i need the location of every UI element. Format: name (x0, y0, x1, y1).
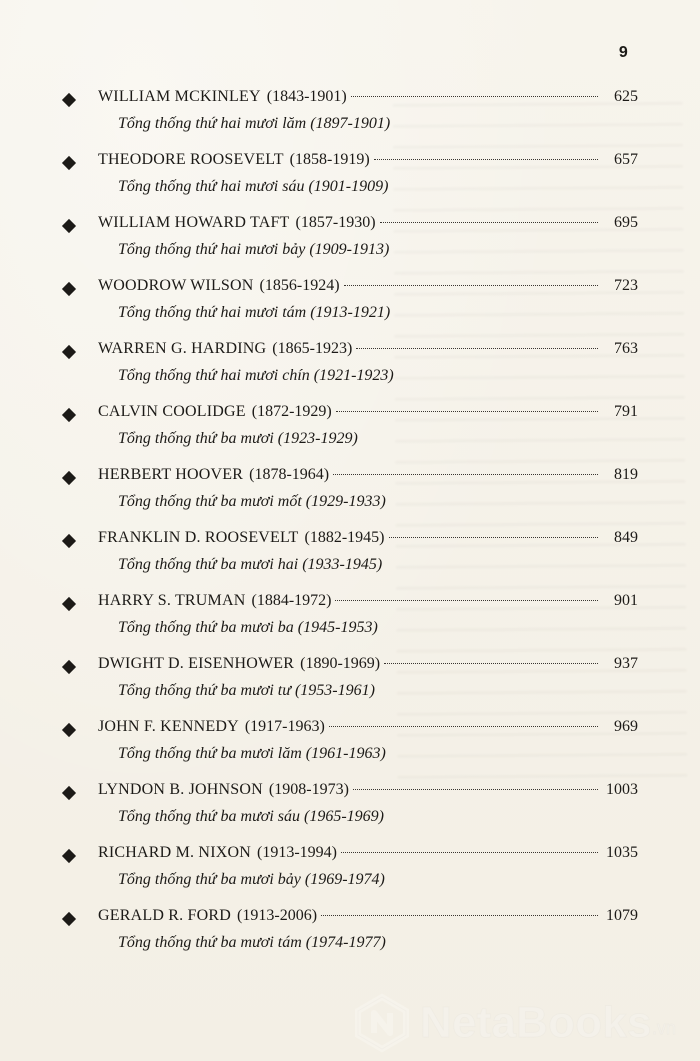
term-subtitle: Tổng thống thứ ba mươi ba (1945-1953) (118, 619, 378, 636)
dot-leader (389, 537, 599, 538)
page-reference: 723 (614, 277, 638, 294)
president-name: WILLIAM MCKINLEY (98, 88, 261, 105)
toc-entry-header (98, 779, 638, 801)
toc-entry-header (98, 149, 638, 171)
toc-entry-header (98, 275, 638, 297)
dot-leader (321, 915, 598, 916)
toc-entry (58, 338, 638, 401)
president-name: RICHARD M. NIXON (98, 844, 251, 861)
diamond-bullet-icon (62, 282, 76, 296)
toc-entry-header (98, 842, 638, 864)
page-reference: 849 (614, 529, 638, 546)
president-name: JOHN F. KENNEDY (98, 718, 239, 735)
toc-entry (58, 86, 638, 149)
diamond-bullet-icon (62, 156, 76, 170)
toc-entry-header (98, 464, 638, 486)
life-years: (1865-1923) (272, 340, 353, 357)
dot-leader (384, 663, 598, 664)
page-reference: 1079 (606, 907, 638, 924)
term-subtitle: Tổng thống thứ ba mươi tám (1974-1977) (118, 934, 386, 951)
toc-entry (58, 527, 638, 590)
toc-entry (58, 149, 638, 212)
page-reference: 791 (614, 403, 638, 420)
toc-entry-header (98, 527, 638, 549)
dot-leader (380, 222, 598, 223)
toc-entry-header (98, 590, 638, 612)
page-reference: 937 (614, 655, 638, 672)
term-subtitle: Tổng thống thứ ba mươi bảy (1969-1974) (118, 871, 385, 888)
watermark (352, 983, 697, 1053)
life-years: (1858-1919) (289, 151, 370, 168)
president-name: THEODORE ROOSEVELT (98, 151, 284, 168)
term-subtitle: Tổng thống thứ hai mươi lăm (1897-1901) (118, 115, 391, 132)
toc-entry-header (98, 338, 638, 360)
president-name: WOODROW WILSON (98, 277, 254, 294)
dot-leader (329, 726, 598, 727)
diamond-bullet-icon (62, 660, 76, 674)
president-name: DWIGHT D. EISENHOWER (98, 655, 295, 672)
president-name: FRANKLIN D. ROOSEVELT (98, 529, 299, 546)
life-years: (1878-1964) (249, 466, 330, 483)
life-years: (1913-1994) (256, 844, 337, 861)
president-name: WARREN G. HARDING (98, 340, 267, 357)
dot-leader (335, 600, 598, 601)
life-years: (1857-1930) (295, 214, 376, 231)
toc-entry (58, 275, 638, 338)
term-subtitle: Tổng thống thứ hai mươi sáu (1901-1909) (118, 178, 389, 195)
toc-entry-header (98, 653, 638, 675)
page-reference: 1003 (606, 781, 638, 798)
diamond-bullet-icon (62, 93, 76, 107)
diamond-bullet-icon (62, 786, 76, 800)
toc-entry (58, 212, 638, 275)
president-name: HARRY S. TRUMAN (98, 592, 246, 609)
diamond-bullet-icon (62, 345, 76, 359)
president-name: CALVIN COOLIDGE (98, 403, 246, 420)
diamond-bullet-icon (62, 723, 76, 737)
netabooks-logo-icon (352, 993, 412, 1053)
toc-entry (58, 716, 638, 779)
toc-entry-header (98, 212, 638, 234)
dot-leader (344, 285, 598, 286)
life-years: (1890-1969) (300, 655, 381, 672)
diamond-bullet-icon (62, 534, 76, 548)
table-of-contents (58, 86, 638, 968)
life-years: (1884-1972) (251, 592, 332, 609)
dot-leader (333, 474, 598, 475)
diamond-bullet-icon (62, 471, 76, 485)
toc-entry-header (98, 905, 638, 927)
dot-leader (374, 159, 598, 160)
president-name: GERALD R. FORD (98, 907, 232, 924)
diamond-bullet-icon (62, 408, 76, 422)
toc-entry-header (98, 401, 638, 423)
diamond-bullet-icon (62, 849, 76, 863)
page-reference: 819 (614, 466, 638, 483)
dot-leader (351, 96, 598, 97)
toc-entry (58, 590, 638, 653)
toc-entry (58, 905, 638, 968)
dot-leader (356, 348, 598, 349)
dot-leader (353, 789, 598, 790)
diamond-bullet-icon (62, 219, 76, 233)
president-name: HERBERT HOOVER (98, 466, 244, 483)
watermark-suffix: .vn (652, 1018, 677, 1038)
toc-entry (58, 779, 638, 842)
page-reference: 763 (614, 340, 638, 357)
toc-entry (58, 464, 638, 527)
toc-entry (58, 401, 638, 464)
page-reference: 625 (614, 88, 638, 105)
diamond-bullet-icon (62, 912, 76, 926)
term-subtitle: Tổng thống thứ ba mươi mốt (1929-1933) (118, 493, 386, 510)
term-subtitle: Tổng thống thứ hai mươi bảy (1909-1913) (118, 241, 390, 258)
page-number: 9 (618, 44, 628, 61)
term-subtitle: Tổng thống thứ ba mươi tư (1953-1961) (118, 682, 375, 699)
toc-entry-header (98, 86, 638, 108)
dot-leader (341, 852, 598, 853)
toc-entry (58, 653, 638, 716)
life-years: (1913-2006) (237, 907, 318, 924)
toc-entry (58, 842, 638, 905)
term-subtitle: Tổng thống thứ hai mươi chín (1921-1923) (118, 367, 394, 384)
diamond-bullet-icon (62, 597, 76, 611)
president-name: LYNDON B. JOHNSON (98, 781, 263, 798)
page-reference: 657 (614, 151, 638, 168)
life-years: (1882-1945) (304, 529, 385, 546)
term-subtitle: Tổng thống thứ ba mươi hai (1933-1945) (118, 556, 383, 573)
term-subtitle: Tổng thống thứ ba mươi (1923-1929) (118, 430, 358, 447)
life-years: (1908-1973) (268, 781, 349, 798)
life-years: (1843-1901) (266, 88, 347, 105)
president-name: WILLIAM HOWARD TAFT (98, 214, 290, 231)
term-subtitle: Tổng thống thứ hai mươi tám (1913-1921) (118, 304, 391, 321)
life-years: (1856-1924) (259, 277, 340, 294)
page-reference: 901 (614, 592, 638, 609)
page-reference: 1035 (606, 844, 638, 861)
page-reference: 969 (614, 718, 638, 735)
term-subtitle: Tổng thống thứ ba mươi lăm (1961-1963) (118, 745, 386, 762)
term-subtitle: Tổng thống thứ ba mươi sáu (1965-1969) (118, 808, 384, 825)
life-years: (1917-1963) (244, 718, 325, 735)
watermark-brand: NetaBooks (420, 998, 652, 1047)
life-years: (1872-1929) (251, 403, 332, 420)
toc-entry-header (98, 716, 638, 738)
page-reference: 695 (614, 214, 638, 231)
dot-leader (336, 411, 598, 412)
